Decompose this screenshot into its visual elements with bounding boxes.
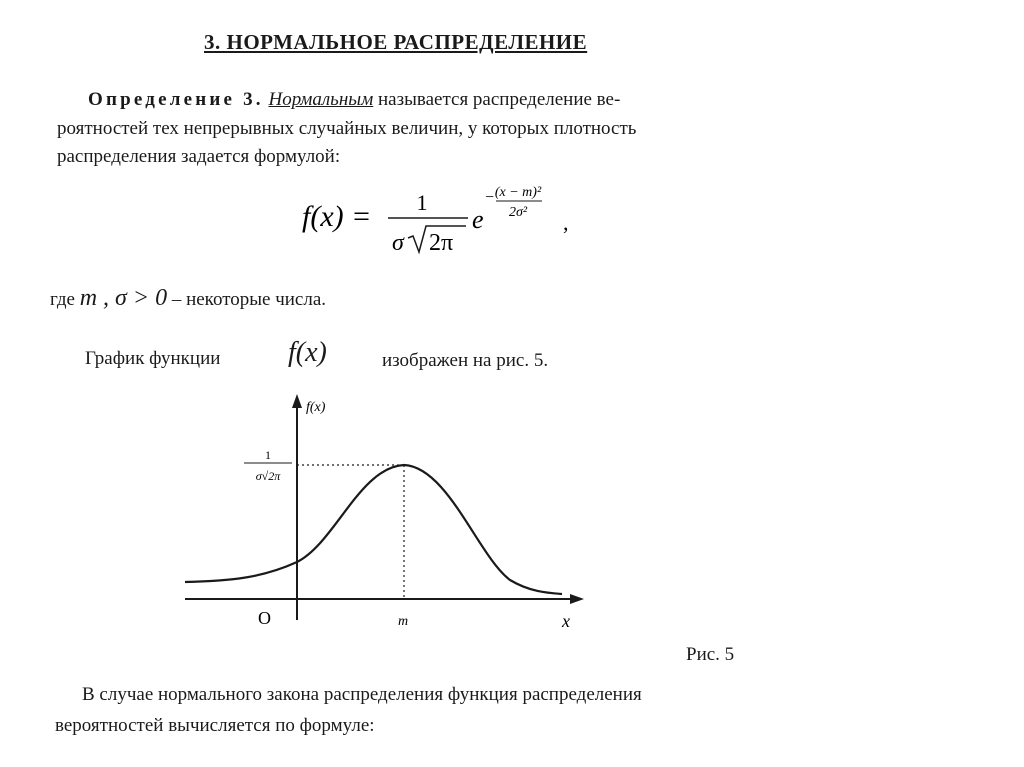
- section-title: 3. НОРМАЛЬНОЕ РАСПРЕДЕЛЕНИЕ: [204, 30, 588, 54]
- peak-x-label: m: [398, 614, 409, 629]
- graph-line-func: f(x): [288, 337, 327, 368]
- definition-heading: Определение 3.: [88, 89, 264, 110]
- definition-line-1-rest: называется распределение ве-: [378, 89, 621, 110]
- closing-line-1: В случае нормального закона распределения функция распределения: [82, 684, 642, 705]
- definition-term: Нормальным: [268, 89, 374, 110]
- formula-numerator: 1: [416, 190, 428, 215]
- peak-y-denominator: σ√2π: [255, 469, 281, 483]
- formula-trailing-comma: ,: [563, 210, 569, 235]
- formula-exp-numerator: (x − m)²: [494, 185, 542, 200]
- density-curve: [185, 465, 562, 594]
- graph-line-suffix: изображен на рис. 5.: [382, 350, 549, 371]
- formula-exp-denominator: 2σ²: [508, 205, 528, 220]
- y-axis-arrow-icon: [292, 394, 302, 408]
- formula-sigma: σ: [392, 230, 404, 256]
- closing-line-2: вероятностей вычисляется по формуле:: [55, 715, 375, 736]
- y-axis-label: f(x): [306, 400, 326, 415]
- x-axis-label: x: [562, 611, 570, 631]
- formula-base: e: [472, 205, 484, 234]
- origin-label: O: [258, 608, 271, 628]
- graph-line-prefix: График функции: [85, 348, 221, 369]
- params-suffix: – некоторые числа.: [171, 289, 327, 310]
- formula-sqrt-content: 2π: [429, 230, 454, 256]
- params-vars: m , σ > 0: [79, 285, 168, 311]
- peak-y-numerator: 1: [265, 448, 271, 462]
- formula-exp-minus: −: [485, 189, 495, 206]
- definition-line-2: роятностей тех непрерывных случайных величин, у которых плотность: [57, 118, 637, 139]
- params-prefix: где: [50, 289, 75, 310]
- figure-caption: Рис. 5: [686, 644, 735, 665]
- x-axis-arrow-icon: [570, 594, 584, 604]
- definition-line-3: распределения задается формулой:: [57, 146, 341, 167]
- formula-lhs: f(x) =: [302, 200, 372, 233]
